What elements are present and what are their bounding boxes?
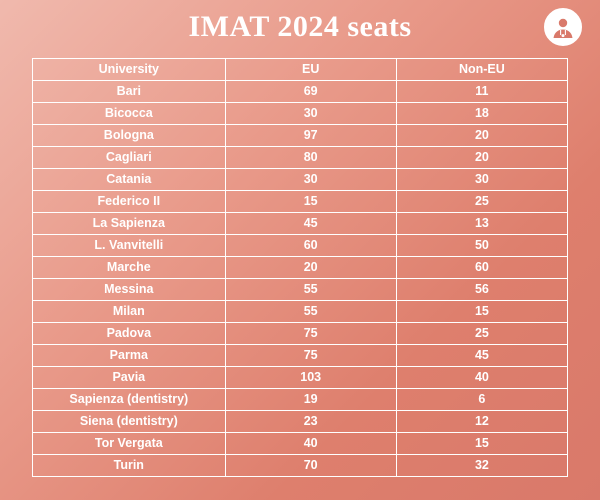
cell-eu: 97	[225, 125, 396, 147]
cell-university: L. Vanvitelli	[33, 235, 226, 257]
table-row	[33, 367, 568, 389]
cell-non-eu: 15	[396, 433, 567, 455]
cell-eu: 23	[225, 411, 396, 433]
cell-university: Federico II	[33, 191, 226, 213]
cell-non-eu: 25	[396, 323, 567, 345]
cell-non-eu: 20	[396, 125, 567, 147]
cell-non-eu: 11	[396, 81, 567, 103]
cell-university: La Sapienza	[33, 213, 226, 235]
cell-eu: 80	[225, 147, 396, 169]
cell-eu: 19	[225, 389, 396, 411]
cell-university: Catania	[33, 169, 226, 191]
table-row	[33, 191, 568, 213]
seats-table-container	[32, 58, 568, 477]
cell-university: Bicocca	[33, 103, 226, 125]
table-row	[33, 125, 568, 147]
table-row	[33, 455, 568, 477]
table-row	[33, 279, 568, 301]
cell-non-eu: 6	[396, 389, 567, 411]
cell-non-eu: 18	[396, 103, 567, 125]
cell-university: Siena (dentistry)	[33, 411, 226, 433]
table-row	[33, 235, 568, 257]
cell-eu: 75	[225, 345, 396, 367]
table-row	[33, 147, 568, 169]
cell-eu: 45	[225, 213, 396, 235]
table-row	[33, 389, 568, 411]
doctor-avatar-icon	[544, 8, 582, 46]
cell-university: Milan	[33, 301, 226, 323]
cell-non-eu: 20	[396, 147, 567, 169]
cell-non-eu: 15	[396, 301, 567, 323]
cell-eu: 55	[225, 279, 396, 301]
cell-non-eu: 45	[396, 345, 567, 367]
table-row	[33, 257, 568, 279]
table-row	[33, 323, 568, 345]
table-row	[33, 433, 568, 455]
cell-university: Bologna	[33, 125, 226, 147]
cell-eu: 20	[225, 257, 396, 279]
cell-eu: 30	[225, 103, 396, 125]
table-row	[33, 411, 568, 433]
cell-university: Padova	[33, 323, 226, 345]
cell-non-eu: 60	[396, 257, 567, 279]
cell-eu: 40	[225, 433, 396, 455]
cell-eu: 55	[225, 301, 396, 323]
cell-eu: 103	[225, 367, 396, 389]
cell-non-eu: 40	[396, 367, 567, 389]
column-header-non-eu: Non-EU	[396, 59, 567, 81]
cell-university: Sapienza (dentistry)	[33, 389, 226, 411]
cell-university: Turin	[33, 455, 226, 477]
cell-non-eu: 50	[396, 235, 567, 257]
cell-eu: 15	[225, 191, 396, 213]
cell-non-eu: 30	[396, 169, 567, 191]
cell-eu: 60	[225, 235, 396, 257]
cell-university: Tor Vergata	[33, 433, 226, 455]
cell-university: Marche	[33, 257, 226, 279]
column-header-eu: EU	[225, 59, 396, 81]
cell-university: Bari	[33, 81, 226, 103]
cell-university: Parma	[33, 345, 226, 367]
table-row	[33, 345, 568, 367]
table-row	[33, 301, 568, 323]
table-row	[33, 213, 568, 235]
cell-non-eu: 56	[396, 279, 567, 301]
seats-table	[32, 58, 568, 477]
table-row	[33, 81, 568, 103]
table-row	[33, 103, 568, 125]
table-row	[33, 169, 568, 191]
cell-university: Pavia	[33, 367, 226, 389]
cell-eu: 70	[225, 455, 396, 477]
cell-university: Cagliari	[33, 147, 226, 169]
cell-non-eu: 32	[396, 455, 567, 477]
cell-eu: 69	[225, 81, 396, 103]
cell-non-eu: 13	[396, 213, 567, 235]
column-header-university: University	[33, 59, 226, 81]
cell-eu: 30	[225, 169, 396, 191]
cell-eu: 75	[225, 323, 396, 345]
page-title: IMAT 2024 seats	[188, 10, 412, 43]
cell-university: Messina	[33, 279, 226, 301]
table-header-row	[33, 59, 568, 81]
cell-non-eu: 25	[396, 191, 567, 213]
cell-non-eu: 12	[396, 411, 567, 433]
